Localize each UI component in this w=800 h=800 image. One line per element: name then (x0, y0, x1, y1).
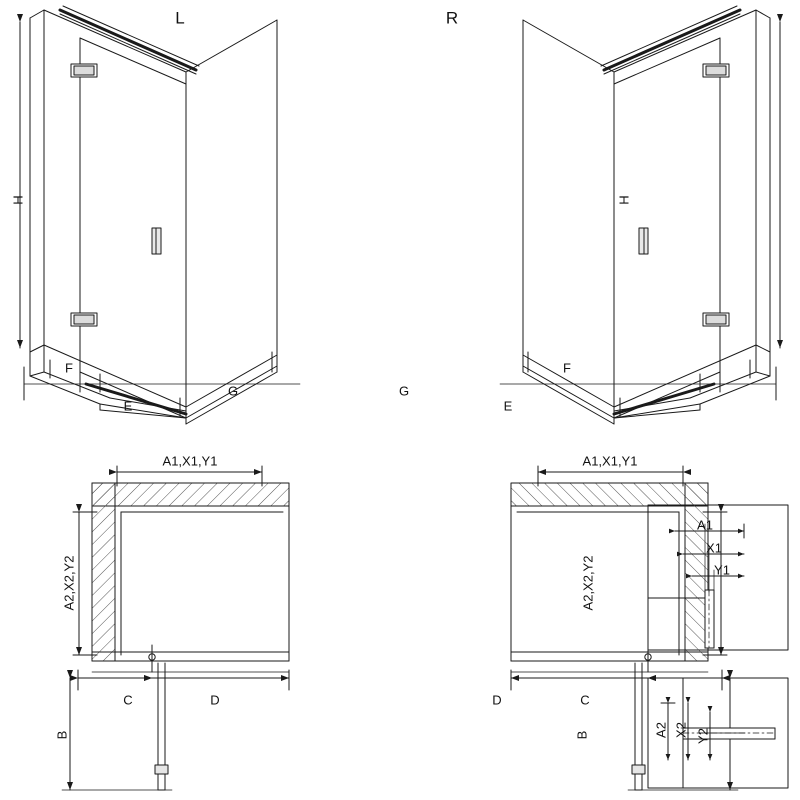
detail-top-a1-label: A1 (697, 517, 713, 533)
detail-bottom-x2-label: X2 (673, 722, 689, 738)
iso-right-height-label: H (616, 195, 632, 205)
iso-right-view (500, 6, 780, 424)
detail-bottom-a2-label: A2 (653, 722, 669, 738)
iso-right-f-label: F (563, 360, 571, 376)
iso-left-f-label: F (65, 360, 73, 376)
plan-right-b-label: B (574, 730, 590, 740)
detail-bottom-y2-label: Y2 (695, 728, 711, 744)
plan-right-side-dim-label: A2,X2,Y2 (580, 555, 596, 611)
plan-right-c-label: C (580, 692, 590, 708)
plan-left-c-label: C (123, 692, 133, 708)
detail-top-view (648, 505, 788, 650)
plan-right-top-dim-label: A1,X1,Y1 (582, 453, 638, 469)
iso-left-height-label: H (10, 195, 26, 205)
plan-left-b-label: B (54, 730, 70, 740)
plan-right-d-label: D (492, 692, 502, 708)
plan-left-d-label: D (210, 692, 220, 708)
iso-left-view (20, 6, 300, 424)
iso-right-handing-label: R (445, 8, 459, 28)
iso-left-handing-label: L (175, 8, 185, 28)
iso-right-g-label: G (398, 383, 410, 399)
plan-left-view (62, 466, 289, 790)
iso-right-e-label: E (503, 398, 513, 414)
plan-left-side-dim-label: A2,X2,Y2 (61, 555, 77, 611)
iso-left-e-label: E (123, 398, 133, 414)
detail-bottom-view (648, 678, 788, 788)
detail-top-x1-label: X1 (706, 540, 722, 556)
detail-top-y1-label: Y1 (714, 562, 730, 578)
iso-left-g-label: G (227, 383, 239, 399)
plan-left-top-dim-label: A1,X1,Y1 (162, 453, 218, 469)
